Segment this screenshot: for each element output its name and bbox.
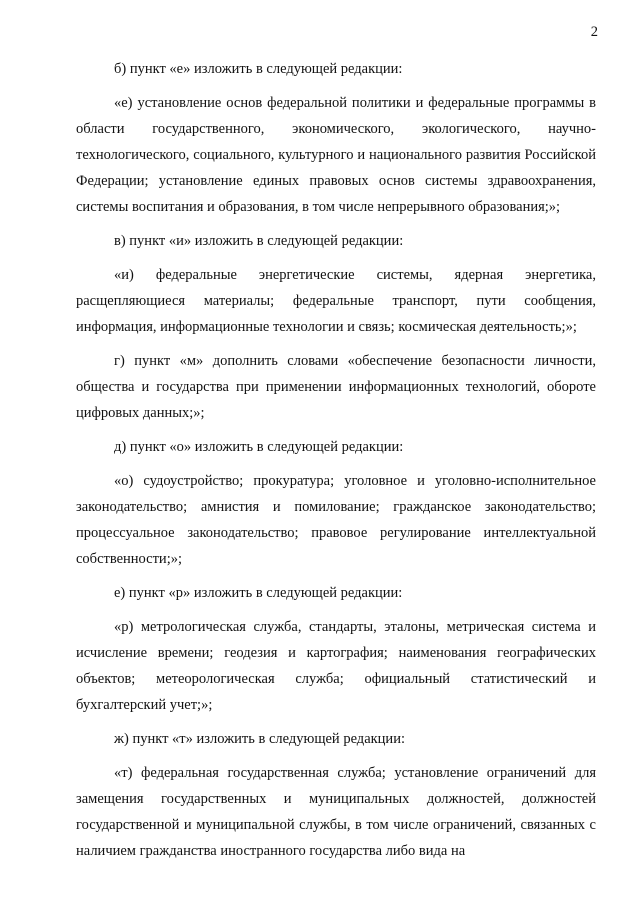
clause-e-text: «е) установление основ федеральной политики и федеральные программы в области государственного, экономического, экологического, научно-технологического, социального, культурного и национального развития Российской Федерации; установление единых правовых основ системы здравоохранения, системы воспитания и образования, в том числе непрерывного образования;»; xyxy=(76,95,596,215)
amendment-intro-d: д) пункт «о» изложить в следующей редакции: xyxy=(114,439,404,455)
clause-i-text: «и) федеральные энергетические системы, ядерная энергетика, расщепляющиеся материалы; федеральные транспорт, пути сообщения, информация, информационные технологии и связь; космическая деятельность;»; xyxy=(76,267,596,335)
clause-o-text: «о) судоустройство; прокуратура; уголовное и уголовно-исполнительное законодательство; амнистия и помилование; гражданское законодательство; процессуальное законодательство; правовое регулирование интеллектуальной собственности;»; xyxy=(76,473,596,567)
amendment-intro-b: б) пункт «е» изложить в следующей редакции: xyxy=(114,61,403,77)
clause-r-text: «р) метрологическая служба, стандарты, эталоны, метрическая система и исчисление времени; геодезия и картография; наименования географических объектов; метеорологическая служба; официальный статистический и бухгалтерский учет;»; xyxy=(76,619,596,713)
document-body xyxy=(76,56,596,872)
amendment-g-text: г) пункт «м» дополнить словами «обеспечение безопасности личности, общества и государства при применении информационных технологий, обороте цифровых данных;»; xyxy=(76,353,596,421)
page-number: 2 xyxy=(590,24,598,40)
amendment-intro-v: в) пункт «и» изложить в следующей редакции: xyxy=(114,233,404,249)
amendment-intro-e: е) пункт «р» изложить в следующей редакции: xyxy=(114,585,403,601)
clause-t-text: «т) федеральная государственная служба; установление ограничений для замещения государственных и муниципальных должностей, должностей государственной и муниципальной службы, в том числе ограничений, связанных с наличием гражданства иностранного государства либо вида на xyxy=(76,765,596,859)
amendment-intro-zh: ж) пункт «т» изложить в следующей редакции: xyxy=(114,731,405,747)
